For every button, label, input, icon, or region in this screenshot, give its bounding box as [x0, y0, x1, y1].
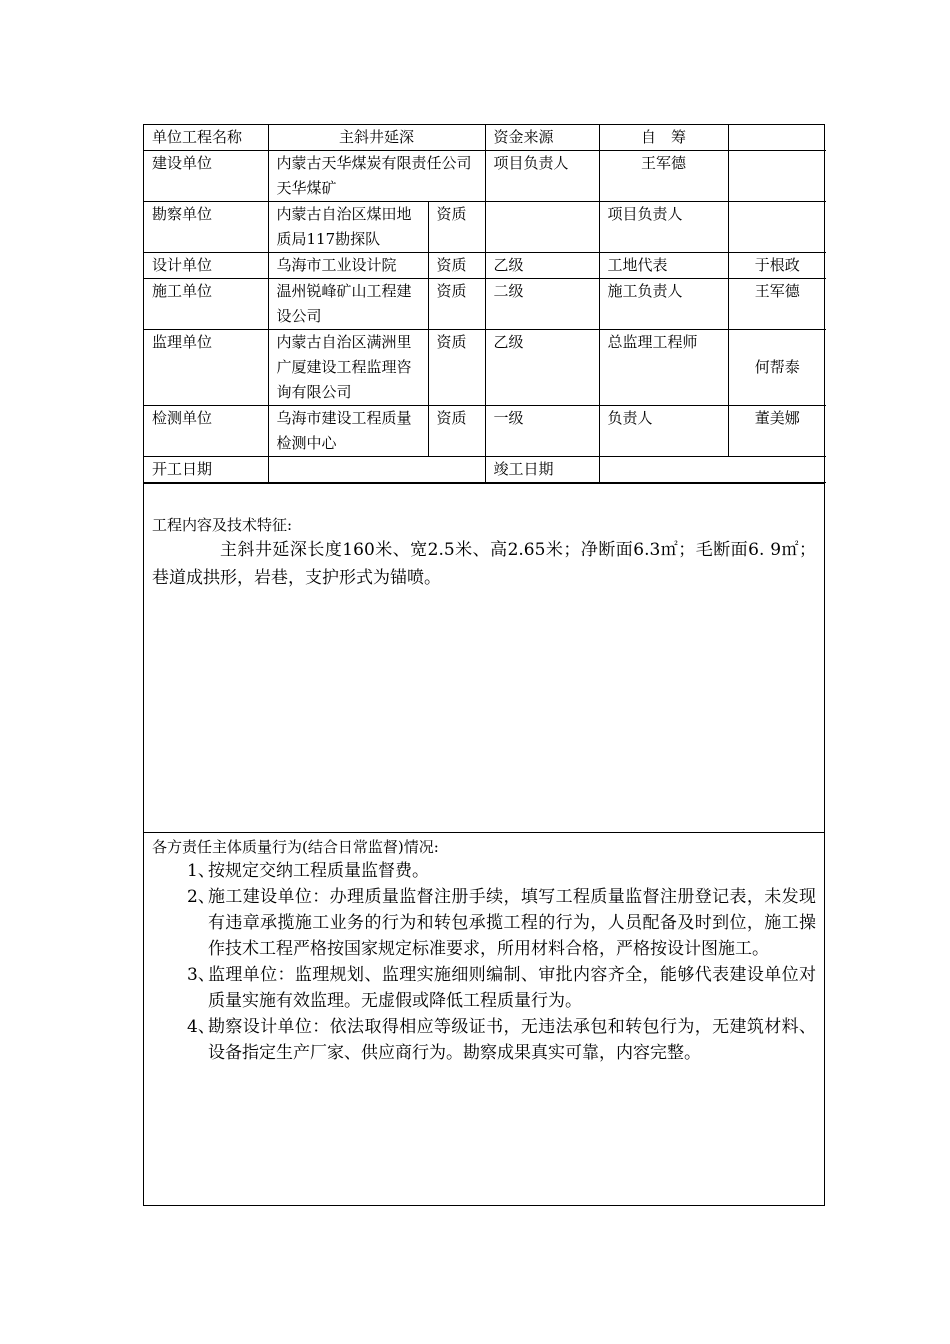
- table-row: [144, 202, 826, 253]
- cell-label: 资质: [428, 253, 485, 279]
- cell-label: 检测单位: [144, 406, 268, 457]
- fund-source: 自 筹: [599, 125, 728, 151]
- cell-label: 资质: [428, 202, 485, 253]
- item-number: 4、: [187, 1017, 215, 1037]
- cell-label: 设计单位: [144, 253, 268, 279]
- cell-person: [728, 202, 826, 253]
- item-number: 3、: [187, 965, 215, 985]
- cell-person: 何帮泰: [728, 330, 826, 406]
- cell-label: 施工单位: [144, 279, 268, 330]
- cell-label: 资金来源: [485, 125, 599, 151]
- cell-qualification: 一级: [485, 406, 599, 457]
- cell-label: 负责人: [599, 406, 728, 457]
- construction-unit: 内蒙古天华煤炭有限责任公司天华煤矿: [268, 151, 485, 202]
- responsibility-list: [152, 858, 816, 1066]
- cell-qualification: 乙级: [485, 330, 599, 406]
- item-number: 2、: [187, 887, 215, 907]
- start-date: [268, 457, 485, 483]
- builder-unit: 温州锐峰矿山工程建设公司: [268, 279, 428, 330]
- supervision-unit: 内蒙古自治区满洲里广厦建设工程监理咨询有限公司: [268, 330, 428, 406]
- list-item: [152, 1014, 816, 1066]
- cell-label: 施工负责人: [599, 279, 728, 330]
- cell-label: 建设单位: [144, 151, 268, 202]
- item-text: 监理单位：监理规划、监理实施细则编制、审批内容齐全，能够代表建设单位对质量实施有效监理。无虚假或降低工程质量行为。: [208, 965, 816, 1011]
- design-unit: 乌海市工业设计院: [268, 253, 428, 279]
- cell-label: 资质: [428, 279, 485, 330]
- cell-label: 开工日期: [144, 457, 268, 483]
- cell-label: 资质: [428, 406, 485, 457]
- cell-label: 项目负责人: [599, 202, 728, 253]
- cell-label: 资质: [428, 330, 485, 406]
- project-name: 主斜井延深: [268, 125, 485, 151]
- cell-label: 监理单位: [144, 330, 268, 406]
- cell-person: 董美娜: [728, 406, 826, 457]
- cell-label: 勘察单位: [144, 202, 268, 253]
- technical-features-text: 主斜井延深长度160米、宽2.5米、高2.65米；净断面6.3㎡；毛断面6. 9㎡；巷道成拱形，岩巷，支护形式为锚喷。: [152, 540, 816, 588]
- table-row: [144, 151, 826, 202]
- survey-unit: 内蒙古自治区煤田地质局117勘探队: [268, 202, 428, 253]
- cell-label: 工地代表: [599, 253, 728, 279]
- cell-person: 王军德: [728, 279, 826, 330]
- cell-label: 竣工日期: [485, 457, 599, 483]
- item-text: 施工建设单位：办理质量监督注册手续，填写工程质量监督注册登记表，未发现有违章承揽施工业务的行为和转包承揽工程的行为，人员配备及时到位，施工操作技术工程严格按国家规定标准要求，所用材料合格，严格按设计图施工。: [208, 887, 816, 959]
- cell-label: 总监理工程师: [599, 330, 728, 406]
- cell-extra: [728, 125, 826, 151]
- item-number: 1、: [187, 861, 215, 881]
- cell-extra: [728, 151, 826, 202]
- cell-qualification: 二级: [485, 279, 599, 330]
- technical-features-section: [144, 483, 824, 832]
- project-info-table: [144, 125, 826, 483]
- table-row: [144, 457, 826, 483]
- table-row: [144, 253, 826, 279]
- quality-supervision-form: [143, 124, 825, 1206]
- table-row: [144, 406, 826, 457]
- table-row: [144, 279, 826, 330]
- testing-unit: 乌海市建设工程质量检测中心: [268, 406, 428, 457]
- cell-person: 于根政: [728, 253, 826, 279]
- responsibility-section: [144, 832, 824, 1205]
- list-item: [152, 962, 816, 1014]
- cell-qualification: 乙级: [485, 253, 599, 279]
- cell-person: 王军德: [599, 151, 728, 202]
- end-date: [599, 457, 826, 483]
- cell-qualification: [485, 202, 599, 253]
- item-text: 按规定交纳工程质量监督费。: [208, 861, 429, 881]
- cell-label: 项目负责人: [485, 151, 599, 202]
- table-row: [144, 330, 826, 406]
- table-row: [144, 125, 826, 151]
- list-item: [152, 858, 816, 884]
- section-label: 各方责任主体质量行为(结合日常监督)情况:: [152, 838, 439, 856]
- list-item: [152, 884, 816, 962]
- item-text: 勘察设计单位：依法取得相应等级证书，无违法承包和转包行为，无建筑材料、设备指定生产厂家、供应商行为。勘察成果真实可靠，内容完整。: [208, 1017, 816, 1063]
- cell-label: 单位工程名称: [144, 125, 268, 151]
- section-label: 工程内容及技术特征:: [152, 516, 293, 534]
